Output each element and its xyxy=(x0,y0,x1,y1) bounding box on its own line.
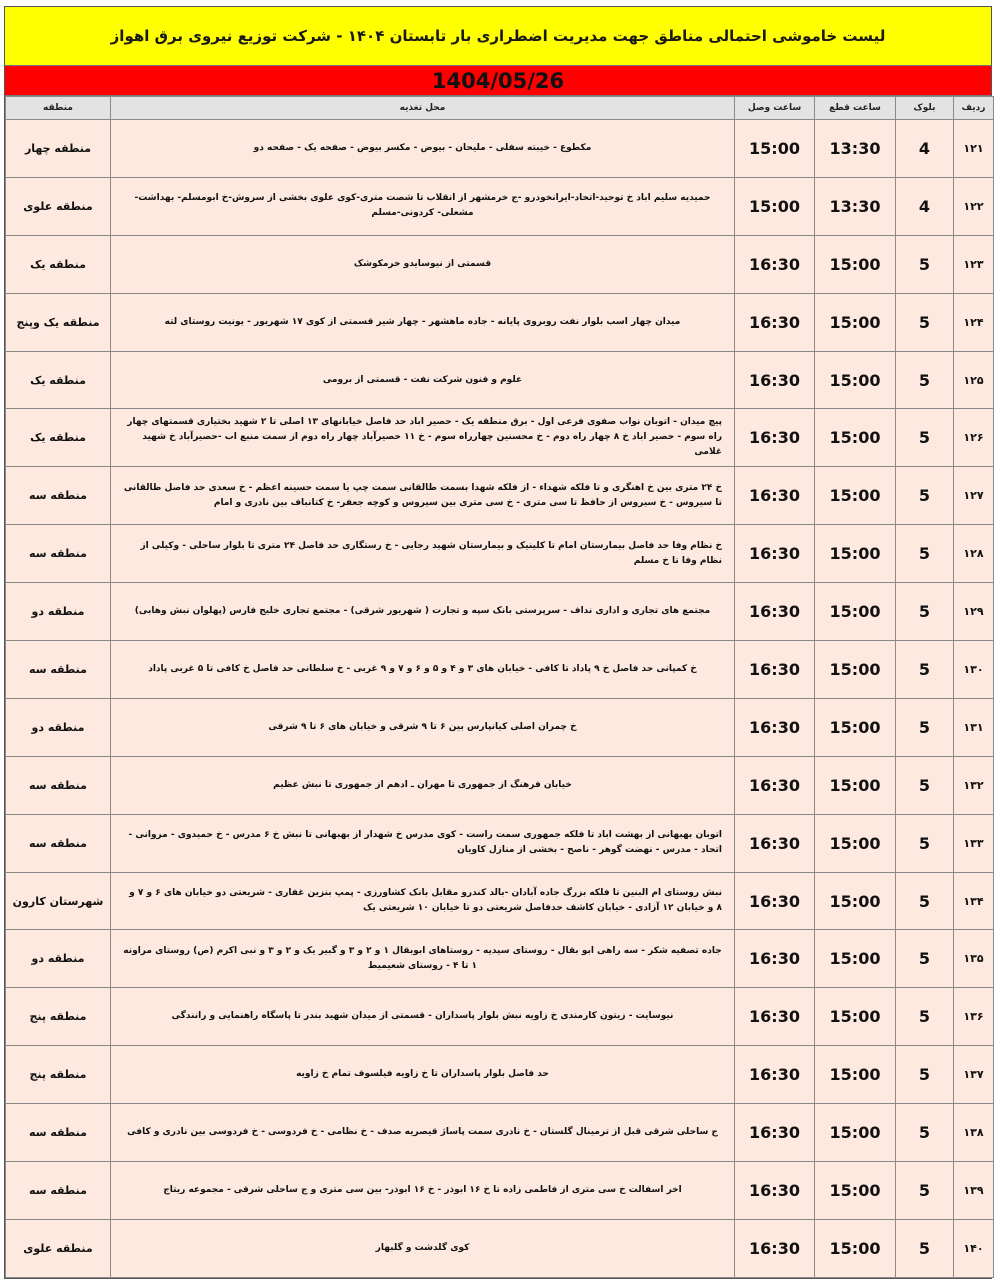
region-cell: منطقه پنج xyxy=(6,1046,111,1104)
block-cell: 5 xyxy=(896,583,954,641)
row-number: ۱۳۹ xyxy=(954,1162,994,1220)
block-cell: 5 xyxy=(896,872,954,930)
region-cell: منطقه پنج xyxy=(6,988,111,1046)
table-row xyxy=(6,1046,994,1104)
cut-time-cell: 15:00 xyxy=(815,988,896,1046)
table-body xyxy=(6,120,994,1278)
feed-location-cell: میدان چهار اسب بلوار نفت روبروی پایانه - جاده ماهشهر - چهار شیر قسمتی از کوی ۱۷ شهریور - یونیت روستای لته xyxy=(111,293,735,351)
connect-time-cell: 16:30 xyxy=(735,756,815,814)
block-cell: 4 xyxy=(896,177,954,235)
table-row xyxy=(6,756,994,814)
connect-time-cell: 15:00 xyxy=(735,120,815,178)
table-row xyxy=(6,120,994,178)
table-row xyxy=(6,409,994,467)
cut-time-cell: 15:00 xyxy=(815,1104,896,1162)
block-cell: 5 xyxy=(896,293,954,351)
cut-time-cell: 15:00 xyxy=(815,293,896,351)
table-row xyxy=(6,930,994,988)
block-cell: 5 xyxy=(896,1104,954,1162)
cut-time-cell: 15:00 xyxy=(815,583,896,641)
feed-location-cell: خ ۲۴ متری بین خ اهنگری و تا فلکه شهداء - از فلکه شهدا بسمت طالقانی سمت چپ یا سمت حسینه اعظم - خ سعدی حد فاصل طالقانی تا سیروس - خ سیروس از حافظ تا سی متری - خ سی متری بین سیروس و کوچه جعفر- خ کتانباف بین نادری و امام xyxy=(111,467,735,525)
cut-time-cell: 15:00 xyxy=(815,756,896,814)
block-cell: 5 xyxy=(896,988,954,1046)
feed-location-cell: کوی گلدشت و گلبهار xyxy=(111,1219,735,1277)
feed-location-cell: حمیدیه سلیم اباد خ توحید-اتحاد-ایرانخودرو -ج خرمشهر از انقلاب تا شصت متری-کوی علوی بخشی از سروش-خ ابومسلم- بهداشت- مشعلی- کردونی-مسلم xyxy=(111,177,735,235)
region-cell: منطقه یک وپنج xyxy=(6,293,111,351)
row-number: ۱۲۲ xyxy=(954,177,994,235)
block-cell: 5 xyxy=(896,1046,954,1104)
block-cell: 5 xyxy=(896,409,954,467)
connect-time-cell: 16:30 xyxy=(735,1219,815,1277)
region-cell: منطقه سه xyxy=(6,1104,111,1162)
cut-time-cell: 15:00 xyxy=(815,872,896,930)
connect-time-cell: 16:30 xyxy=(735,698,815,756)
table-row xyxy=(6,872,994,930)
feed-location-cell: پیچ میدان - اتوبان نواب صفوی فرعی اول - برق منطقه یک - حصیر اباد حد فاصل خیابانهای ۱۳ اصلی تا ۲ شهید بختیاری قسمتهای چهار راه سوم - حصیر اباد خ ۸ چهار راه دوم - خ محسنین چهارراه سوم - خ ۱۱ حصیرآباد چهار راه دوم از سمت منبع اب -حصیرآباد خ شهید غلامی xyxy=(111,409,735,467)
row-number: ۱۳۱ xyxy=(954,698,994,756)
feed-location-cell: خ نظام وفا حد فاصل بیمارستان امام تا کلینیک و بیمارستان شهید رجایی - خ رستگاری حد فاصل ۲۴ متری تا بلوار ساحلی - وکیلی از نظام وفا تا خ مسلم xyxy=(111,525,735,583)
row-number: ۱۳۷ xyxy=(954,1046,994,1104)
cut-time-cell: 15:00 xyxy=(815,1046,896,1104)
region-cell: منطقه علوی xyxy=(6,177,111,235)
table-row xyxy=(6,698,994,756)
table-row xyxy=(6,988,994,1046)
connect-time-cell: 16:30 xyxy=(735,409,815,467)
block-cell: 5 xyxy=(896,1162,954,1220)
feed-location-cell: علوم و فنون شرکت نفت - قسمتی از برومی xyxy=(111,351,735,409)
region-cell: منطقه یک xyxy=(6,235,111,293)
region-cell: منطقه علوی xyxy=(6,1219,111,1277)
row-number: ۱۲۸ xyxy=(954,525,994,583)
table-header xyxy=(6,97,994,120)
block-cell: 5 xyxy=(896,930,954,988)
block-cell: 5 xyxy=(896,814,954,872)
block-cell: 4 xyxy=(896,120,954,178)
feed-location-cell: مکطوع - خیبته سفلی - ملیحان - بیوض - مکسر بیوض - صفحه یک - صفحه دو xyxy=(111,120,735,178)
row-number: ۱۳۰ xyxy=(954,641,994,699)
feed-location-cell: نیوسایت - زیتون کارمندی خ زاویه نبش بلوار پاسداران - قسمتی از میدان شهید بندر تا پاسگاه راهنمایی و رانندگی xyxy=(111,988,735,1046)
table-row xyxy=(6,235,994,293)
cut-time-cell: 15:00 xyxy=(815,467,896,525)
feed-location-cell: نبش روستای ام البنین تا فلکه بزرگ جاده آبادان -بالد کندرو مقابل بانک کشاورزی - پمپ بنزین غفاری - شریعتی دو خیابان های ۶ و ۷ و ۸ و خیابان ۱۲ آزادی - خیابان کاشف حدفاصل شریعتی دو تا خیابان ۱۰ شریعتی یک xyxy=(111,872,735,930)
header-region: منطقه xyxy=(6,97,111,120)
row-number: ۱۲۶ xyxy=(954,409,994,467)
region-cell: منطقه سه xyxy=(6,467,111,525)
region-cell: منطقه یک xyxy=(6,409,111,467)
date-banner: 1404/05/26 xyxy=(5,66,991,96)
row-number: ۱۴۰ xyxy=(954,1219,994,1277)
region-cell: منطقه یک xyxy=(6,351,111,409)
region-cell: شهرستان کارون xyxy=(6,872,111,930)
row-number: ۱۲۷ xyxy=(954,467,994,525)
connect-time-cell: 16:30 xyxy=(735,293,815,351)
region-cell: منطقه دو xyxy=(6,930,111,988)
region-cell: منطقه دو xyxy=(6,698,111,756)
table-row xyxy=(6,177,994,235)
outage-sheet xyxy=(4,6,992,1279)
feed-location-cell: مجتمع های تجاری و اداری نداف - سرپرستی بانک سپه و تجارت ( شهریور شرقی) - مجتمع تجاری خلیج فارس (پهلوان نبش وهابی) xyxy=(111,583,735,641)
table-row xyxy=(6,583,994,641)
cut-time-cell: 15:00 xyxy=(815,351,896,409)
table-row xyxy=(6,1104,994,1162)
block-cell: 5 xyxy=(896,467,954,525)
feed-location-cell: قسمتی از نیوسایدو خرمکوشک xyxy=(111,235,735,293)
feed-location-cell: اتوبان بهبهانی از بهشت اباد تا فلکه جمهوری سمت راست - کوی مدرس خ شهدار از بهبهانی تا نبش خ ۶ مدرس - خ حمیدوی - مروانی - اتحاد - مدرس - نهضت گوهر - ناصح - بخشی از منازل کاویان xyxy=(111,814,735,872)
feed-location-cell: خ کمپانی حد فاصل خ ۹ پاداد تا کافی - خیابان های ۳ و ۴ و ۵ و ۶ و ۷ و ۹ غربی - خ سلطانی حد فاصل خ کافی تا ۵ غربی پاداد xyxy=(111,641,735,699)
feed-location-cell: جاده تصفیه شکر - سه راهی ابو بقال - روستای سیدیه - روستاهای ابوبقال ۱ و ۲ و ۳ و گبیر یک و ۲ و ۳ و نبی اکرم (ص) روستای مراونه ۱ تا ۴ - روستای شعیمیط xyxy=(111,930,735,988)
table-row xyxy=(6,525,994,583)
row-number: ۱۲۴ xyxy=(954,293,994,351)
row-number: ۱۲۵ xyxy=(954,351,994,409)
row-number: ۱۲۳ xyxy=(954,235,994,293)
connect-time-cell: 15:00 xyxy=(735,177,815,235)
connect-time-cell: 16:30 xyxy=(735,641,815,699)
connect-time-cell: 16:30 xyxy=(735,930,815,988)
table-row xyxy=(6,293,994,351)
cut-time-cell: 15:00 xyxy=(815,641,896,699)
connect-time-cell: 16:30 xyxy=(735,872,815,930)
header-connect-time: ساعت وصل xyxy=(735,97,815,120)
table-row xyxy=(6,1219,994,1277)
region-cell: منطقه سه xyxy=(6,756,111,814)
connect-time-cell: 16:30 xyxy=(735,814,815,872)
connect-time-cell: 16:30 xyxy=(735,351,815,409)
block-cell: 5 xyxy=(896,351,954,409)
region-cell: منطقه سه xyxy=(6,814,111,872)
cut-time-cell: 15:00 xyxy=(815,235,896,293)
cut-time-cell: 15:00 xyxy=(815,814,896,872)
table-row xyxy=(6,814,994,872)
cut-time-cell: 13:30 xyxy=(815,177,896,235)
table-row xyxy=(6,351,994,409)
cut-time-cell: 15:00 xyxy=(815,930,896,988)
table-row xyxy=(6,641,994,699)
feed-location-cell: اخر اسفالت خ سی متری از فاطمی زاده تا خ ۱۶ ابوذر - خ ۱۶ ابوذر- بین سی متری و ج ساحلی شرقی - مجموعه ریتاج xyxy=(111,1162,735,1220)
region-cell: منطقه چهار xyxy=(6,120,111,178)
cut-time-cell: 15:00 xyxy=(815,1219,896,1277)
header-block: بلوک xyxy=(896,97,954,120)
connect-time-cell: 16:30 xyxy=(735,1046,815,1104)
block-cell: 5 xyxy=(896,756,954,814)
row-number: ۱۲۱ xyxy=(954,120,994,178)
connect-time-cell: 16:30 xyxy=(735,988,815,1046)
page-title: لیست خاموشی احتمالی مناطق جهت مدیریت اضطراری بار تابستان ۱۴۰۴ - شرکت توزیع نیروی برق اهواز xyxy=(5,7,991,66)
table-row xyxy=(6,467,994,525)
header-cut-time: ساعت قطع xyxy=(815,97,896,120)
block-cell: 5 xyxy=(896,1219,954,1277)
cut-time-cell: 15:00 xyxy=(815,1162,896,1220)
feed-location-cell: ج ساحلی شرقی قبل از ترمینال گلستان - خ نادری سمت پاساژ قیصریه صدف - خ نظامی - خ فردوسی - خ فردوسی بین نادری و کافی xyxy=(111,1104,735,1162)
connect-time-cell: 16:30 xyxy=(735,1104,815,1162)
cut-time-cell: 15:00 xyxy=(815,525,896,583)
cut-time-cell: 15:00 xyxy=(815,409,896,467)
block-cell: 5 xyxy=(896,525,954,583)
region-cell: منطقه سه xyxy=(6,1162,111,1220)
block-cell: 5 xyxy=(896,235,954,293)
header-row-number: ردیف xyxy=(954,97,994,120)
feed-location-cell: حد فاصل بلوار پاسداران تا خ زاویه فیلسوف تمام خ زاویه xyxy=(111,1046,735,1104)
feed-location-cell: خ چمران اصلی کیانپارس بین ۶ تا ۹ شرقی و خیابان های ۶ تا ۹ شرقی xyxy=(111,698,735,756)
cut-time-cell: 13:30 xyxy=(815,120,896,178)
header-feed-location: محل تغذیه xyxy=(111,97,735,120)
connect-time-cell: 16:30 xyxy=(735,467,815,525)
row-number: ۱۲۹ xyxy=(954,583,994,641)
row-number: ۱۳۶ xyxy=(954,988,994,1046)
region-cell: منطقه سه xyxy=(6,641,111,699)
row-number: ۱۳۸ xyxy=(954,1104,994,1162)
outage-table xyxy=(5,96,994,1278)
region-cell: منطقه دو xyxy=(6,583,111,641)
connect-time-cell: 16:30 xyxy=(735,525,815,583)
connect-time-cell: 16:30 xyxy=(735,583,815,641)
block-cell: 5 xyxy=(896,641,954,699)
connect-time-cell: 16:30 xyxy=(735,235,815,293)
row-number: ۱۳۳ xyxy=(954,814,994,872)
connect-time-cell: 16:30 xyxy=(735,1162,815,1220)
block-cell: 5 xyxy=(896,698,954,756)
cut-time-cell: 15:00 xyxy=(815,698,896,756)
region-cell: منطقه سه xyxy=(6,525,111,583)
feed-location-cell: خیابان فرهنگ از جمهوری تا مهران ـ ادهم از جمهوری تا نبش عظیم xyxy=(111,756,735,814)
row-number: ۱۳۴ xyxy=(954,872,994,930)
row-number: ۱۳۵ xyxy=(954,930,994,988)
table-row xyxy=(6,1162,994,1220)
row-number: ۱۳۲ xyxy=(954,756,994,814)
